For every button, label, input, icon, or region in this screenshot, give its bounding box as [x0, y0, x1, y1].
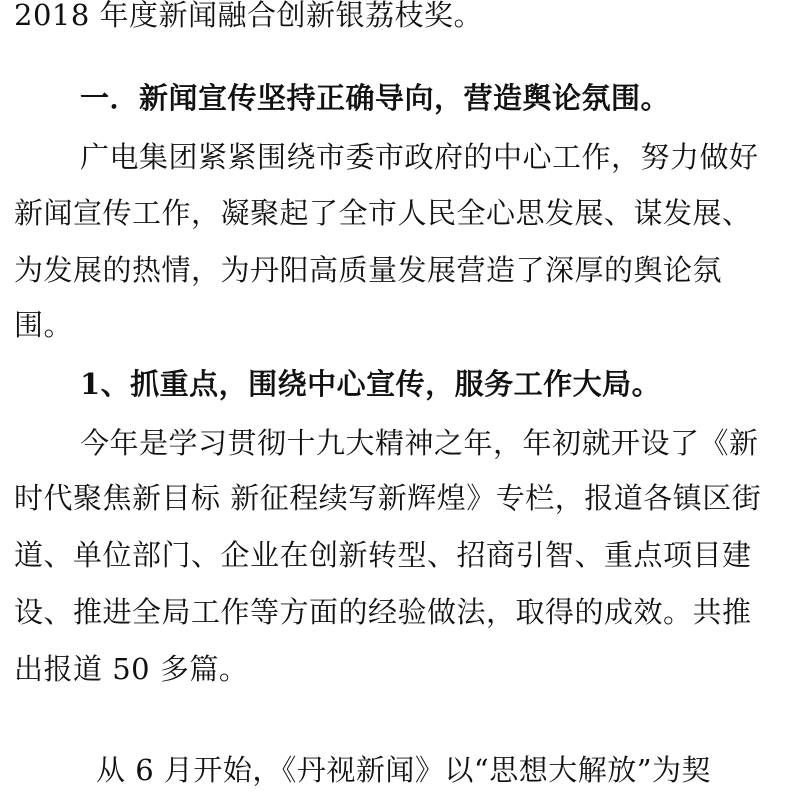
body-text-line: 2018 年度新闻融合创新银荔枝奖。	[14, 0, 484, 32]
body-text-line: 今年是学习贯彻十九大精神之年，年初就开设了《新	[80, 426, 759, 460]
body-text-line: 出报道 50 多篇。	[14, 652, 249, 686]
body-text-line: 道、单位部门、企业在创新转型、招商引智、重点项目建	[14, 538, 752, 572]
section-heading: 一．新闻宣传坚持正确导向，营造舆论氛围。	[80, 81, 671, 115]
body-text-line: 时代聚焦新目标 新征程续写新辉煌》专栏，报道各镇区街	[14, 481, 762, 515]
body-text-line: 广电集团紧紧围绕市委市政府的中心工作，努力做好	[80, 140, 759, 174]
body-text-line: 为发展的热情，为丹阳高质量发展营造了深厚的舆论氛	[14, 253, 723, 287]
body-text-line: 从 6 月开始，《丹视新闻》以“思想大解放”为契	[96, 753, 712, 787]
body-text-line: 围。	[14, 308, 74, 342]
body-text-line: 新闻宣传工作，凝聚起了全市人民全心思发展、谋发展、	[14, 196, 752, 230]
subsection-heading: 1、抓重点，围绕中心宣传，服务工作大局。	[80, 367, 662, 401]
body-text-line: 设、推进全局工作等方面的经验做法，取得的成效。共推	[14, 595, 752, 629]
